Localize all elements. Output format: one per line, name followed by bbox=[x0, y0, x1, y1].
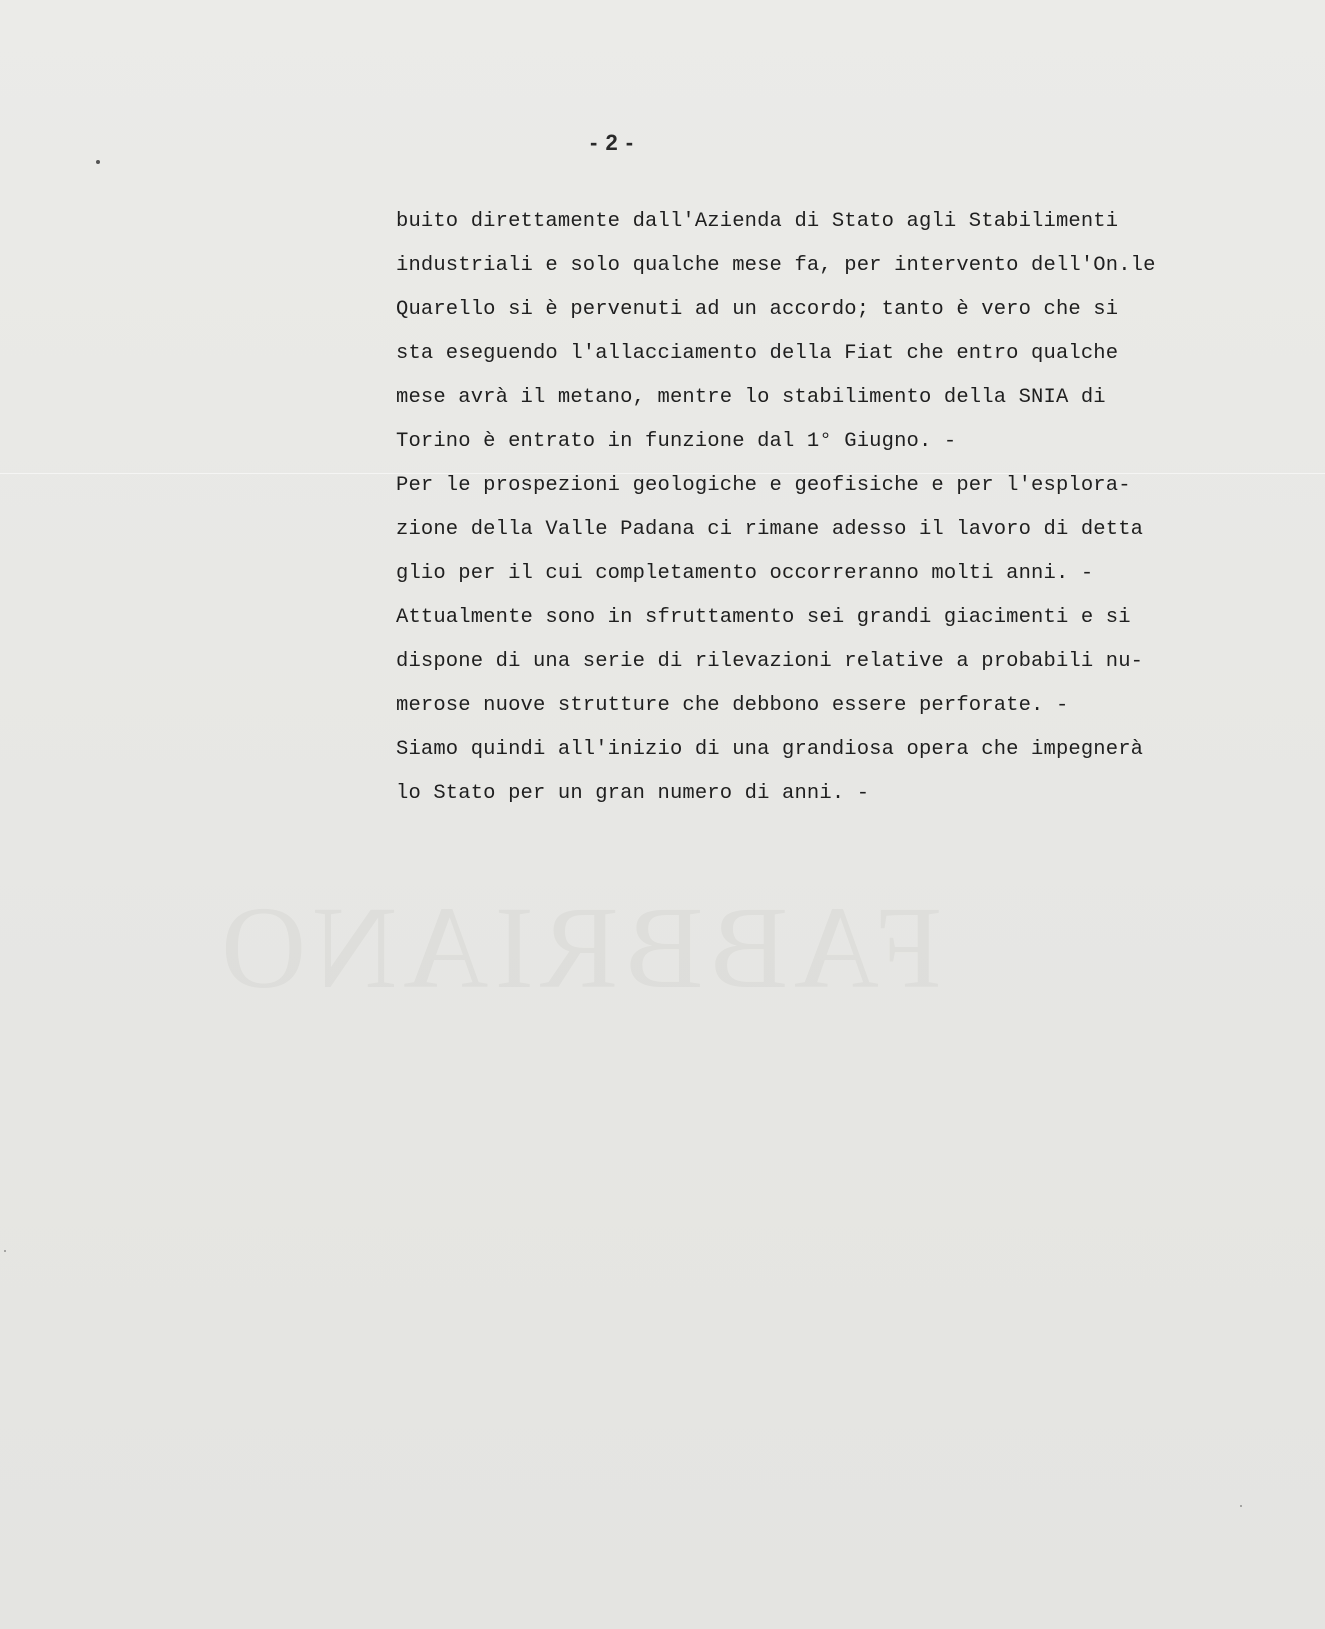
text-line: mese avrà il metano, mentre lo stabilimento della SNIA di bbox=[396, 386, 1106, 409]
text-line: sta eseguendo l'allacciamento della Fiat che entro qualche bbox=[396, 342, 1119, 365]
text-line: industriali e solo qualche mese fa, per intervento dell'On.le bbox=[396, 254, 1156, 277]
text-line: Attualmente sono in sfruttamento sei grandi giacimenti e si bbox=[396, 606, 1131, 629]
paper-speck bbox=[96, 160, 100, 164]
text-line: zione della Valle Padana ci rimane adesso il lavoro di detta bbox=[396, 518, 1144, 541]
paper-speck bbox=[1240, 1505, 1242, 1507]
text-line: Quarello si è pervenuti ad un accordo; tanto è vero che si bbox=[396, 298, 1119, 321]
text-line: lo Stato per un gran numero di anni. - bbox=[396, 782, 870, 805]
text-line: glio per il cui completamento occorreranno molti anni. - bbox=[396, 562, 1094, 585]
paper-watermark bbox=[215, 880, 942, 1016]
typewritten-body bbox=[396, 200, 1296, 816]
text-line: Siamo quindi all'inizio di una grandiosa opera che impegnerà bbox=[396, 738, 1144, 761]
text-line: dispone di una serie di rilevazioni relative a probabili nu- bbox=[396, 650, 1144, 673]
text-line: buito direttamente dall'Azienda di Stato agli Stabilimenti bbox=[396, 210, 1119, 233]
paper-speck bbox=[4, 1250, 6, 1252]
text-line: Torino è entrato in funzione dal 1° Giugno. - bbox=[396, 430, 957, 453]
text-line: merose nuove strutture che debbono essere perforate. - bbox=[396, 694, 1069, 717]
text-line: Per le prospezioni geologiche e geofisiche e per l'esplora- bbox=[396, 474, 1131, 497]
page-number: - 2 - bbox=[590, 130, 635, 155]
